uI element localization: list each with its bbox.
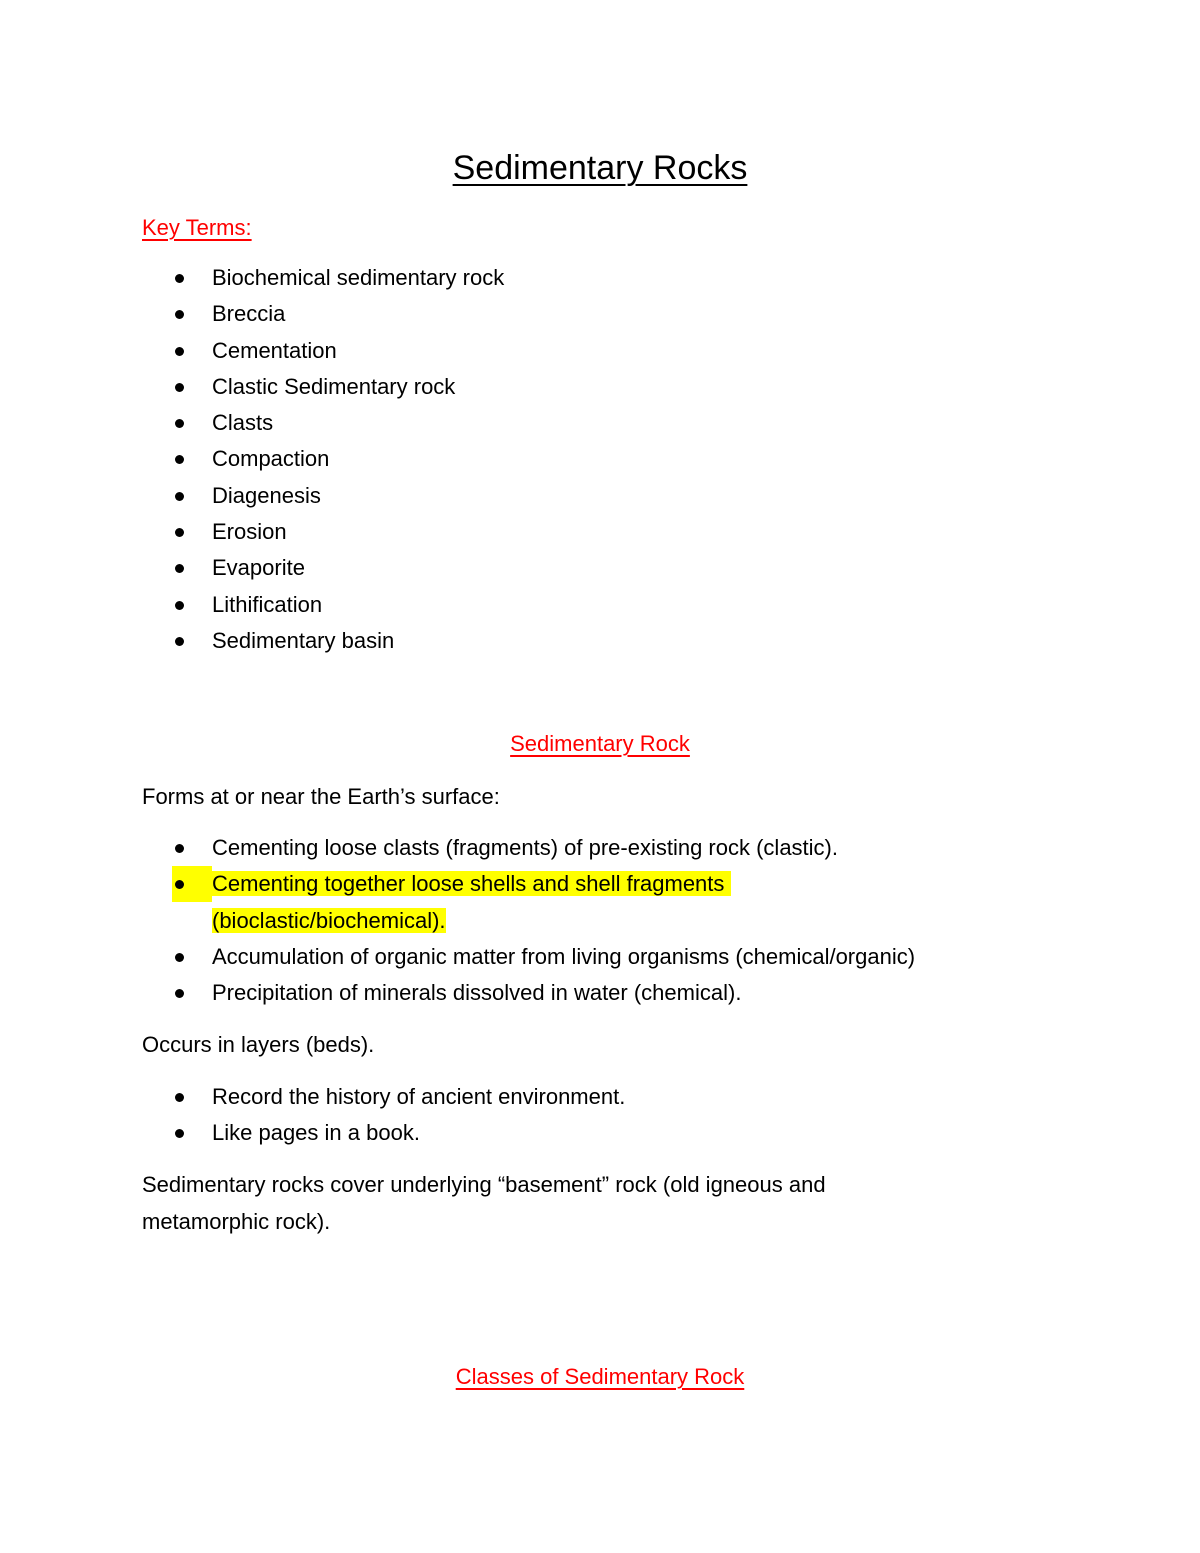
bullet-icon bbox=[175, 492, 184, 501]
list-item: Clastic Sedimentary rock bbox=[142, 369, 1102, 405]
list-item: Breccia bbox=[142, 296, 1102, 332]
highlighted-text-continuation: (bioclastic/biochemical). bbox=[212, 907, 446, 933]
page-title: Sedimentary Rocks bbox=[452, 149, 748, 187]
list-item: Erosion bbox=[142, 514, 1102, 550]
list-item: Cementation bbox=[142, 333, 1102, 369]
layers-list bbox=[142, 1079, 1102, 1152]
list-item: Precipitation of minerals dissolved in water (chemical). bbox=[142, 975, 1102, 1011]
section-heading-sedimentary-rock: Sedimentary Rock bbox=[510, 731, 690, 756]
list-item: Sedimentary basin bbox=[142, 623, 1102, 659]
list-item: Accumulation of organic matter from living organisms (chemical/organic) bbox=[142, 939, 1102, 975]
list-item: Record the history of ancient environment. bbox=[142, 1079, 1102, 1115]
list-item: Compaction bbox=[142, 441, 1102, 477]
list-item: Diagenesis bbox=[142, 478, 1102, 514]
bullet-icon bbox=[175, 637, 184, 646]
bullet-icon bbox=[175, 419, 184, 428]
bullet-icon bbox=[175, 455, 184, 464]
section-heading-classes: Classes of Sedimentary Rock bbox=[455, 1364, 745, 1389]
list-item: Clasts bbox=[142, 405, 1102, 441]
bullet-icon bbox=[175, 844, 184, 853]
bullet-icon bbox=[175, 989, 184, 998]
basement-paragraph bbox=[142, 1166, 826, 1240]
bullet-icon bbox=[175, 564, 184, 573]
bullet-icon bbox=[175, 1129, 184, 1138]
list-item-highlighted bbox=[142, 866, 1102, 939]
forms-intro: Forms at or near the Earth’s surface: bbox=[142, 784, 500, 809]
list-item: Biochemical sedimentary rock bbox=[142, 260, 1102, 296]
bullet-icon bbox=[175, 274, 184, 283]
bullet-icon bbox=[175, 383, 184, 392]
bullet-icon bbox=[175, 1093, 184, 1102]
bullet-icon bbox=[175, 601, 184, 610]
basement-line-1: Sedimentary rocks cover underlying “basement” rock (old igneous and bbox=[142, 1172, 826, 1197]
layers-intro: Occurs in layers (beds). bbox=[142, 1032, 375, 1057]
bullet-icon bbox=[175, 953, 184, 962]
basement-line-2: metamorphic rock). bbox=[142, 1209, 331, 1234]
bullet-icon bbox=[175, 347, 184, 356]
bullet-icon bbox=[175, 528, 184, 537]
list-item: Evaporite bbox=[142, 550, 1102, 586]
list-item: Cementing loose clasts (fragments) of pre-existing rock (clastic). bbox=[142, 830, 1102, 866]
highlighted-text: Cementing together loose shells and shell fragments bbox=[212, 871, 725, 897]
list-item: Like pages in a book. bbox=[142, 1115, 1102, 1151]
key-terms-heading: Key Terms: bbox=[142, 215, 252, 240]
list-item: Lithification bbox=[142, 587, 1102, 623]
bullet-icon bbox=[175, 310, 184, 319]
key-terms-list bbox=[142, 260, 1102, 659]
forms-list bbox=[142, 830, 1102, 1011]
